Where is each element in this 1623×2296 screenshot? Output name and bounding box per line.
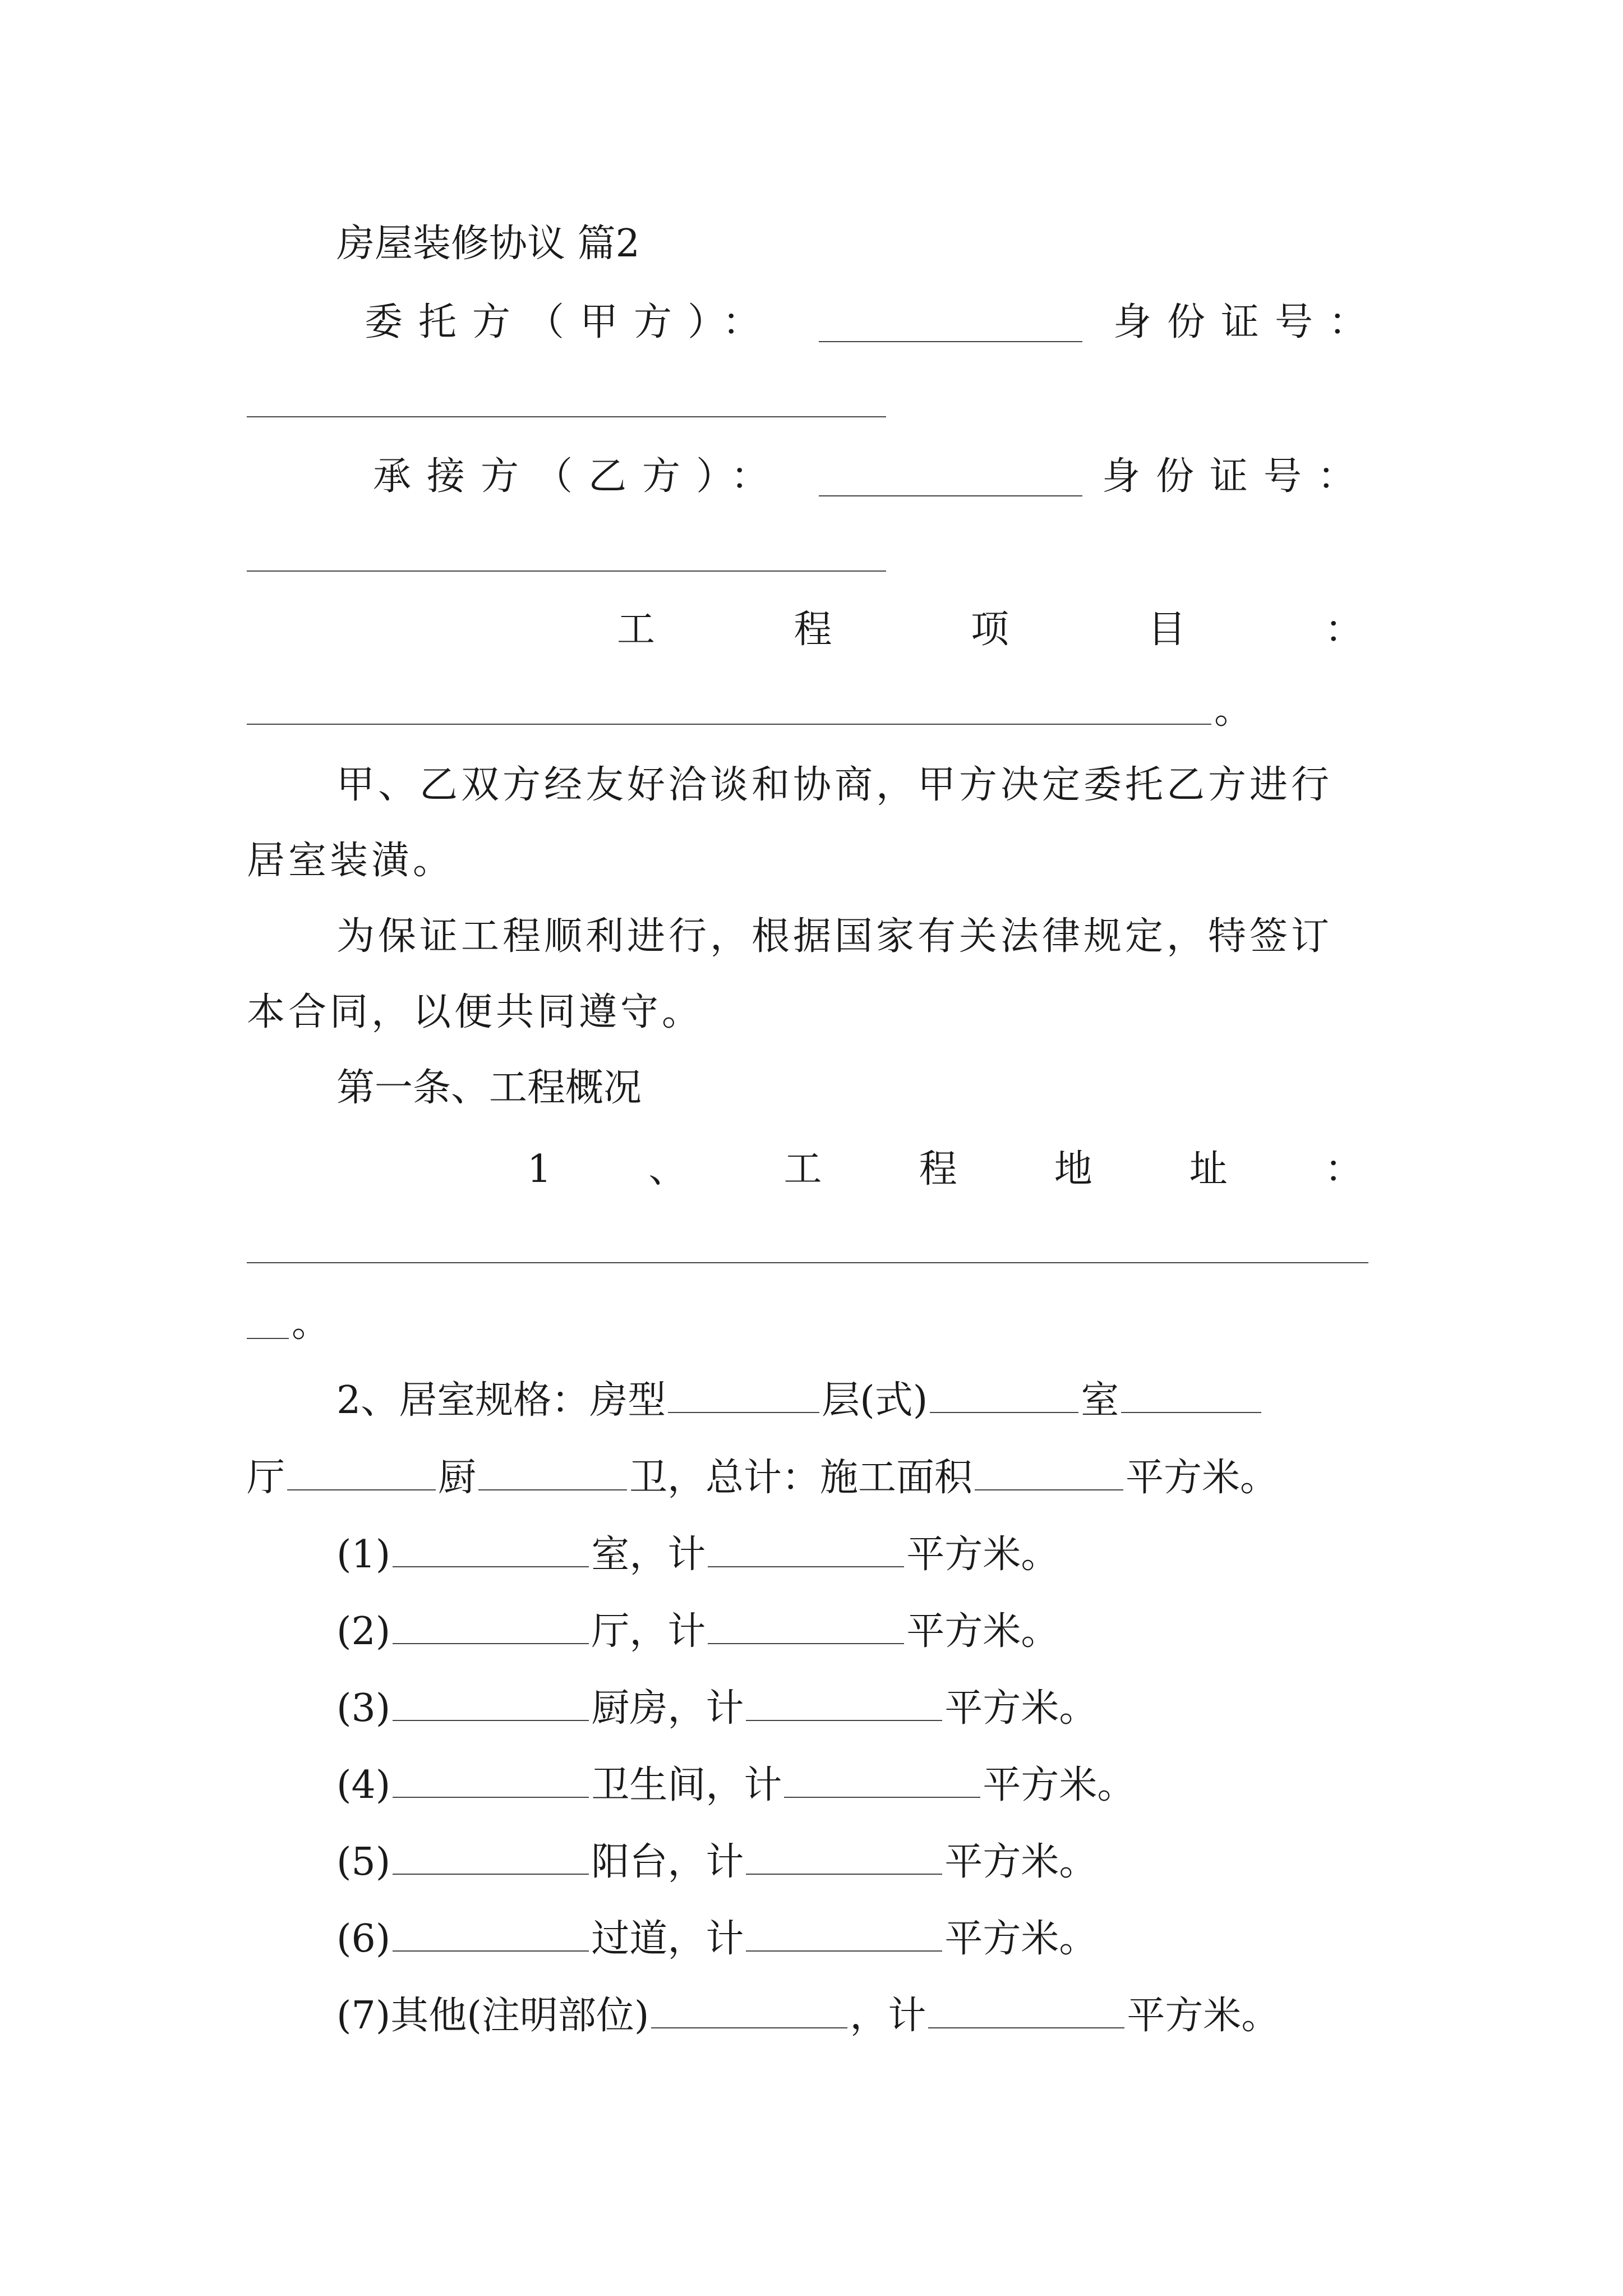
project-label bbox=[617, 605, 1363, 655]
item-number: (4) bbox=[336, 1763, 391, 1807]
spec-ting-blank bbox=[287, 1456, 436, 1490]
room-item-5 bbox=[336, 1837, 1097, 1888]
spec-area-blank bbox=[975, 1456, 1123, 1490]
address-char: 工 bbox=[783, 1147, 822, 1191]
item-number: (3) bbox=[336, 1686, 391, 1731]
address-char: ： bbox=[1324, 1147, 1363, 1191]
address-blank bbox=[247, 1262, 1368, 1263]
address-blank-tail bbox=[247, 1338, 289, 1339]
item-name: 阳台，计 bbox=[591, 1840, 744, 1884]
item-number: (6) bbox=[336, 1917, 391, 1961]
project-end: 。 bbox=[1214, 688, 1253, 733]
project-blank bbox=[247, 724, 1211, 725]
spec-line-1 bbox=[336, 1375, 1264, 1426]
article-1-heading: 第一条、工程概况 bbox=[336, 1066, 642, 1110]
party-b-name-blank bbox=[819, 495, 1082, 496]
spec-unit: 平方米。 bbox=[1126, 1456, 1279, 1500]
project-char: 工 bbox=[617, 608, 656, 652]
intro-1-line-1: 甲、乙双方经友好洽谈和协商，甲方决定委托乙方进行 bbox=[336, 763, 1333, 807]
item-unit: 平方米。 bbox=[944, 1686, 1098, 1731]
item-unit: 平方米。 bbox=[906, 1609, 1059, 1654]
room-item-3 bbox=[336, 1683, 1097, 1734]
party-a-id-blank bbox=[247, 416, 886, 417]
intro-2-line-1: 为保证工程顺利进行，根据国家有关法律规定，特签订 bbox=[336, 914, 1333, 959]
item-number: (1) bbox=[336, 1533, 391, 1577]
spec-chu: 厨 bbox=[438, 1456, 477, 1500]
address-label bbox=[527, 1144, 1363, 1195]
party-b-id-blank bbox=[247, 570, 886, 572]
party-a-id-label: 身份证号： bbox=[1113, 300, 1383, 344]
item-name: 卫生间，计 bbox=[591, 1763, 782, 1807]
address-char: 址 bbox=[1189, 1147, 1228, 1191]
item-number: (5) bbox=[336, 1840, 391, 1884]
party-a-label: 委托方（甲方）： bbox=[365, 300, 777, 344]
item-7-blank bbox=[651, 1994, 847, 2028]
spec-ceng: 层(式) bbox=[822, 1378, 928, 1423]
item-unit: 平方米。 bbox=[944, 1917, 1098, 1961]
address-char: 1 bbox=[527, 1147, 552, 1191]
item-name: 厨房，计 bbox=[591, 1686, 744, 1731]
address-char: 程 bbox=[919, 1147, 957, 1191]
spec-wei-total: 卫，总计：施工面积 bbox=[629, 1456, 973, 1500]
item-blank bbox=[393, 1609, 589, 1644]
address-end: 。 bbox=[292, 1301, 330, 1346]
spec-line-2 bbox=[247, 1453, 1278, 1503]
item-blank bbox=[393, 1840, 589, 1875]
item-blank bbox=[393, 1533, 589, 1567]
item-7-prefix: (7)其他(注明部位) bbox=[336, 1994, 649, 2038]
item-7-unit: 平方米。 bbox=[1127, 1994, 1280, 2038]
address-char: 地 bbox=[1054, 1147, 1092, 1191]
spec-ceng-blank bbox=[930, 1378, 1078, 1413]
item-area-blank bbox=[746, 1686, 942, 1721]
item-area-blank bbox=[746, 1917, 942, 1952]
room-item-7 bbox=[336, 1991, 1279, 2041]
room-item-2 bbox=[336, 1607, 1059, 1657]
spec-shi: 室 bbox=[1081, 1378, 1119, 1423]
party-a-name-blank bbox=[819, 341, 1082, 342]
item-number: (2) bbox=[336, 1609, 391, 1654]
item-name: 厅，计 bbox=[591, 1609, 706, 1654]
spec-house-type-blank bbox=[668, 1378, 819, 1413]
item-area-blank bbox=[784, 1763, 980, 1798]
room-item-1 bbox=[336, 1530, 1059, 1580]
room-item-4 bbox=[336, 1760, 1135, 1811]
address-char: 、 bbox=[648, 1147, 687, 1191]
project-char: 目 bbox=[1147, 608, 1186, 652]
project-char: ： bbox=[1324, 608, 1363, 652]
intro-1-line-2: 居室装潢。 bbox=[247, 839, 455, 883]
item-unit: 平方米。 bbox=[983, 1763, 1136, 1807]
project-char: 程 bbox=[794, 608, 832, 652]
item-unit: 平方米。 bbox=[944, 1840, 1098, 1884]
spec-ting: 厅 bbox=[247, 1456, 285, 1500]
item-area-blank bbox=[708, 1533, 904, 1567]
document-title: 房屋装修协议 篇2 bbox=[336, 222, 640, 266]
item-name: 室，计 bbox=[591, 1533, 706, 1577]
party-b-label: 承接方（乙方）： bbox=[373, 454, 785, 499]
item-7-mid: ，计 bbox=[850, 1994, 926, 2038]
item-unit: 平方米。 bbox=[906, 1533, 1059, 1577]
item-name: 过道，计 bbox=[591, 1917, 744, 1961]
item-area-blank bbox=[708, 1609, 904, 1644]
party-b-id-label: 身份证号： bbox=[1102, 454, 1372, 499]
spec-prefix: 2、居室规格：房型 bbox=[336, 1378, 666, 1423]
room-item-6 bbox=[336, 1914, 1097, 1964]
spec-shi-blank bbox=[1121, 1378, 1261, 1413]
item-blank bbox=[393, 1763, 589, 1798]
item-area-blank bbox=[746, 1840, 942, 1875]
item-blank bbox=[393, 1917, 589, 1952]
intro-2-line-2: 本合同，以便共同遵守。 bbox=[247, 990, 704, 1034]
project-char: 项 bbox=[970, 608, 1009, 652]
item-7-area-blank bbox=[928, 1994, 1124, 2028]
item-blank bbox=[393, 1686, 589, 1721]
spec-chu-blank bbox=[478, 1456, 627, 1490]
